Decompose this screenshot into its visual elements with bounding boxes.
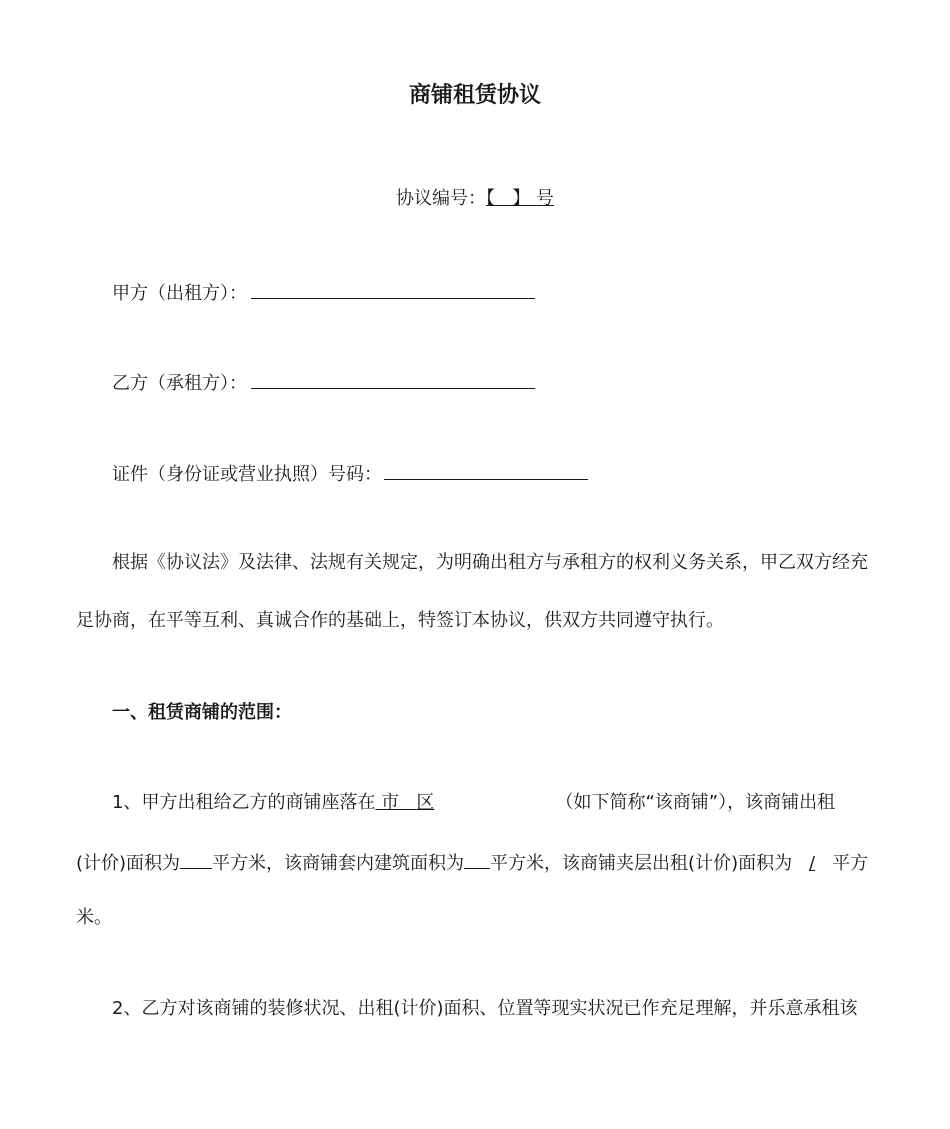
clause-1-area-label: (计价)面积为 [76, 853, 181, 874]
id-number-blank[interactable] [384, 461, 588, 480]
section-1-heading: 一、租赁商铺的范围： [112, 702, 292, 723]
clause-1-line-3: 米。 [76, 907, 112, 928]
clause-1-inner-area-label: 平方米，该商铺套内建筑面积为 [212, 853, 465, 874]
document-title: 商铺租赁协议 [408, 83, 541, 108]
location-blank[interactable]: 市 区 [375, 792, 435, 813]
mezzanine-area-value[interactable]: / [809, 853, 816, 874]
clause-2-line-1: 2、乙方对该商铺的装修状况、出租(计价)面积、位置等现实状况已作充足理解，并乐意承租该 [112, 998, 858, 1019]
agreement-number-value: 【 】 号 [486, 188, 554, 209]
party-a-label: 甲方（出租方）： [112, 283, 247, 304]
rent-area-blank[interactable] [180, 850, 212, 869]
clause-1-line-2 [76, 850, 868, 875]
preamble-line-2: 足协商，在平等互利、真诚合作的基础上，特签订本协议，供双方共同遵守执行。 [76, 610, 724, 631]
id-number-label: 证件（身份证或营业执照）号码： [112, 464, 382, 485]
preamble-line-1: 根据《协议法》及法律、法规有关规定，为明确出租方与承租方的权利义务关系，甲乙双方经充 [112, 552, 868, 573]
clause-1-suffix: （如下简称“该商铺”），该商铺出租 [555, 792, 836, 813]
clause-1-prefix: 1、甲方出租给乙方的商铺座落在 [112, 792, 376, 813]
agreement-number-line [0, 188, 950, 210]
clause-1-mezzanine-label: 平方米，该商铺夹层出租(计价)面积为 [490, 853, 793, 874]
party-b-line [112, 370, 535, 395]
party-b-label: 乙方（承租方）： [112, 373, 247, 394]
party-a-line [112, 280, 535, 305]
id-number-line [112, 461, 588, 486]
party-a-blank[interactable] [251, 280, 535, 299]
clause-1-unit: 平方 [832, 853, 869, 874]
party-b-blank[interactable] [251, 370, 535, 389]
agreement-number-label: 协议编号： [396, 188, 487, 209]
inner-area-blank[interactable] [464, 850, 490, 869]
clause-1-line-1 [112, 792, 835, 814]
